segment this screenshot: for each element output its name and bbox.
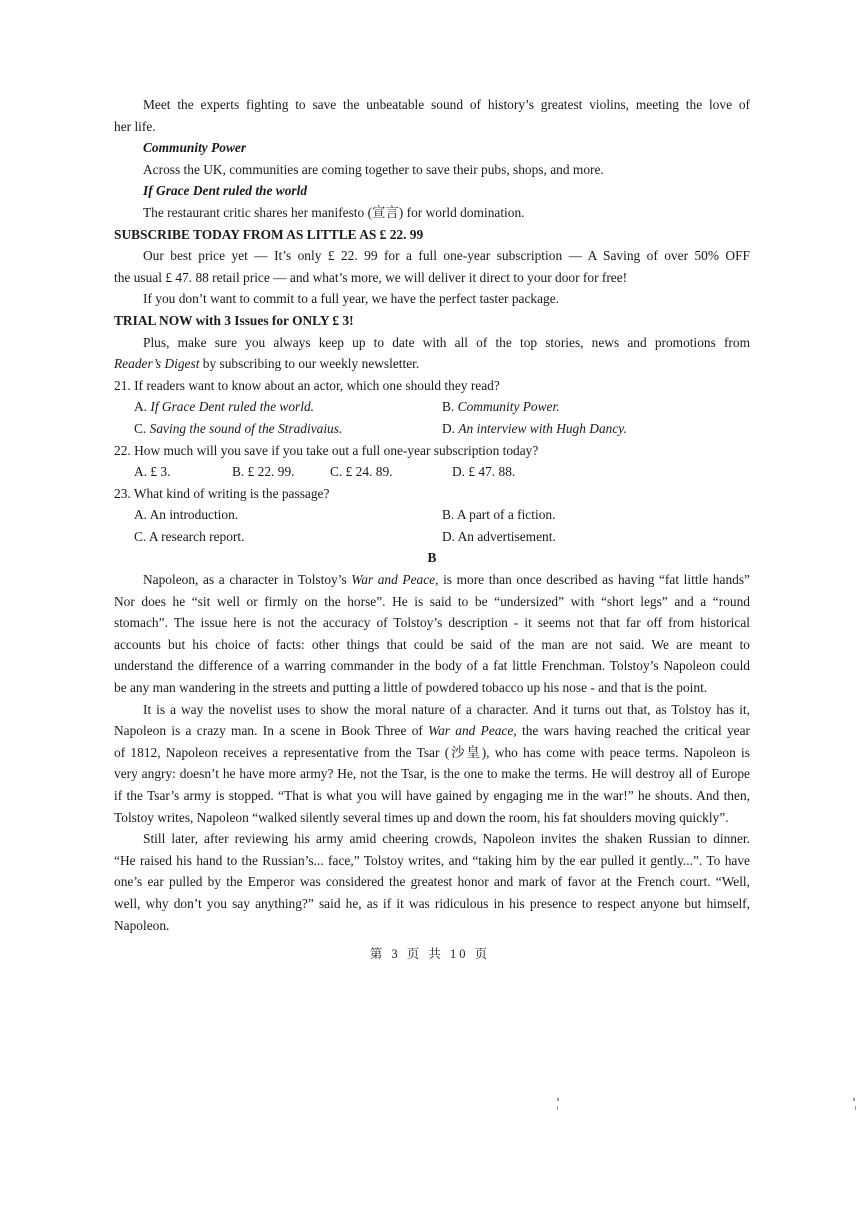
question-22-stem: 22. How much will you save if you take out a full one-year subscription today? bbox=[114, 442, 539, 458]
b-p3-line-3: one’s ear pulled by the Emperor was considered the greatest honor and mark of favor at the French court. “Well, bbox=[114, 874, 750, 890]
option-letter: A. bbox=[134, 399, 151, 415]
question-21-option-d bbox=[442, 418, 750, 440]
option-text: Saving the sound of the Stradivaius. bbox=[149, 420, 343, 436]
intro-line-2: her life. bbox=[114, 118, 156, 134]
b-p2-line-5: if the Tsar’s army is stopped. “That is what you will have gained by engaging me in the war!” he shouts. And then, bbox=[114, 788, 750, 803]
document-page bbox=[114, 94, 750, 936]
scan-speck bbox=[853, 1098, 855, 1101]
subscribe-line-2: the usual £ 47. 88 retail price — and what’s more, we will deliver it direct to your door for free! bbox=[114, 269, 628, 285]
text-run: Napoleon, as a character in Tolstoy’s bbox=[143, 572, 352, 588]
grace-dent-text: The restaurant critic shares her manifesto (宣言) for world domination. bbox=[143, 204, 525, 220]
page-footer: 第 3 页 共 10 页 bbox=[369, 947, 491, 961]
b-p1-line-6: be any man wandering in the streets and putting a little of powdered tobacco up his nose - and that is the point. bbox=[114, 680, 708, 696]
b-p3-line-2: “He raised his hand to the Russian’s... face,” Tolstoy writes, and “taking him by the ear pulled it gently...”. To have bbox=[114, 852, 750, 868]
trial-line-1: Plus, make sure you always keep up to date with all of the top stories, news and promotions from bbox=[143, 334, 750, 350]
question-22-option-b: B. £ 22. 99. bbox=[232, 464, 295, 480]
option-text: An interview with Hugh Dancy. bbox=[458, 420, 627, 436]
subscribe-line-1: Our best price yet — It’s only £ 22. 99 for a full one-year subscription — A Saving of over 50% OFF bbox=[143, 248, 750, 264]
question-21-options-row-1 bbox=[114, 396, 750, 418]
question-23-option-d: D. An advertisement. bbox=[442, 528, 556, 544]
question-23-option-a: A. An introduction. bbox=[134, 507, 239, 523]
b-p2-line-3: of 1812, Napoleon receives a representative from the Tsar (沙皇), who has come with peace terms. Napoleon is bbox=[114, 744, 750, 760]
b-p2-line-2 bbox=[114, 720, 750, 742]
subscribe-line-3: If you don’t want to commit to a full year, we have the perfect taster package. bbox=[143, 291, 560, 307]
question-23-options-row-2 bbox=[114, 526, 750, 548]
question-23-stem: 23. What kind of writing is the passage? bbox=[114, 485, 330, 501]
section-b-label: B bbox=[427, 550, 437, 566]
b-p2-line-4: very angry: doesn’t he have more army? He, not the Tsar, is the one to make the terms. He will destroy all of Europe bbox=[114, 766, 750, 782]
b-p3-line-5: Napoleon. bbox=[114, 917, 170, 933]
option-letter: C. bbox=[134, 420, 150, 436]
grace-dent-heading: If Grace Dent ruled the world bbox=[143, 183, 308, 199]
scan-speck bbox=[557, 1098, 559, 1101]
trial-line-2-rest: by subscribing to our weekly newsletter. bbox=[199, 356, 420, 372]
question-23-option-c: C. A research report. bbox=[134, 528, 245, 544]
community-power-heading: Community Power bbox=[143, 140, 247, 156]
book-title: War and Peace bbox=[351, 572, 436, 588]
text-run: , is more than once described as having “fat little hands” bbox=[435, 572, 750, 588]
b-p1-line-2: Nor does he “sit well or firmly on the horse”. He is said to be “undersized” with “short legs” and a “round bbox=[114, 593, 750, 609]
b-p1-line-4: accounts but his choice of facts: other things that could be said of the man are not said. We are meant to bbox=[114, 636, 750, 652]
question-21-stem: 21. If readers want to know about an actor, which one should they read? bbox=[114, 377, 500, 393]
b-p1-line-3: stomach”. The issue here is not the accuracy of Tolstoy’s description - it seems not that far off from historical bbox=[114, 615, 750, 631]
question-21-option-c bbox=[134, 418, 442, 440]
question-21-option-b bbox=[442, 396, 750, 418]
scan-speck bbox=[855, 1106, 856, 1110]
question-22-options bbox=[114, 461, 750, 483]
b-p1-line-5: understand the difference of a warring commander in the body of a fat little Frenchman. Tolstoy’s Napoleon could bbox=[114, 658, 750, 674]
option-letter: B. bbox=[442, 399, 458, 415]
option-text: If Grace Dent ruled the world. bbox=[150, 399, 315, 415]
question-21-options-row-2 bbox=[114, 418, 750, 440]
option-letter: D. bbox=[442, 420, 459, 436]
question-23-options-row-1 bbox=[114, 504, 750, 526]
question-22-option-d: D. £ 47. 88. bbox=[452, 464, 516, 480]
question-23-option-b: B. A part of a fiction. bbox=[442, 507, 556, 523]
b-p2-line-6: Tolstoy writes, Napoleon “walked silently several times up and down the room, his fat shoulders moving quickly”. bbox=[114, 809, 729, 825]
b-p3-line-1: Still later, after reviewing his army amid cheering crowds, Napoleon invites the shaken Russian to dinner. bbox=[143, 831, 750, 847]
question-22-option-c: C. £ 24. 89. bbox=[330, 464, 393, 480]
book-title: War and Peace bbox=[428, 723, 514, 739]
b-p3-line-4: well, why don’t you say anything?” said he, as if it was ridiculous in his presence to respect anyone but himself, bbox=[114, 895, 750, 911]
trial-line-2 bbox=[114, 353, 750, 375]
intro-line-1: Meet the experts fighting to save the unbeatable sound of history’s greatest violins, meeting the love of bbox=[143, 97, 750, 112]
option-text: Community Power. bbox=[457, 399, 560, 415]
question-22-option-a: A. £ 3. bbox=[134, 464, 171, 480]
b-p2-line-1: It is a way the novelist uses to show the moral nature of a character. And it turns out that, as Tolstoy has it, bbox=[143, 701, 750, 717]
text-run: , the wars having reached the critical year bbox=[513, 723, 750, 739]
text-run: Napoleon is a crazy man. In a scene in Book Three of bbox=[114, 723, 429, 739]
trial-heading: TRIAL NOW with 3 Issues for ONLY £ 3! bbox=[114, 312, 354, 328]
subscribe-heading: SUBSCRIBE TODAY FROM AS LITTLE AS £ 22. 99 bbox=[114, 226, 424, 242]
question-21-option-a bbox=[134, 396, 442, 418]
b-p1-line-1 bbox=[114, 569, 750, 591]
scan-speck bbox=[557, 1106, 558, 1110]
readers-digest-title: Reader’s Digest bbox=[114, 356, 200, 372]
community-power-text: Across the UK, communities are coming together to save their pubs, shops, and more. bbox=[143, 161, 604, 177]
